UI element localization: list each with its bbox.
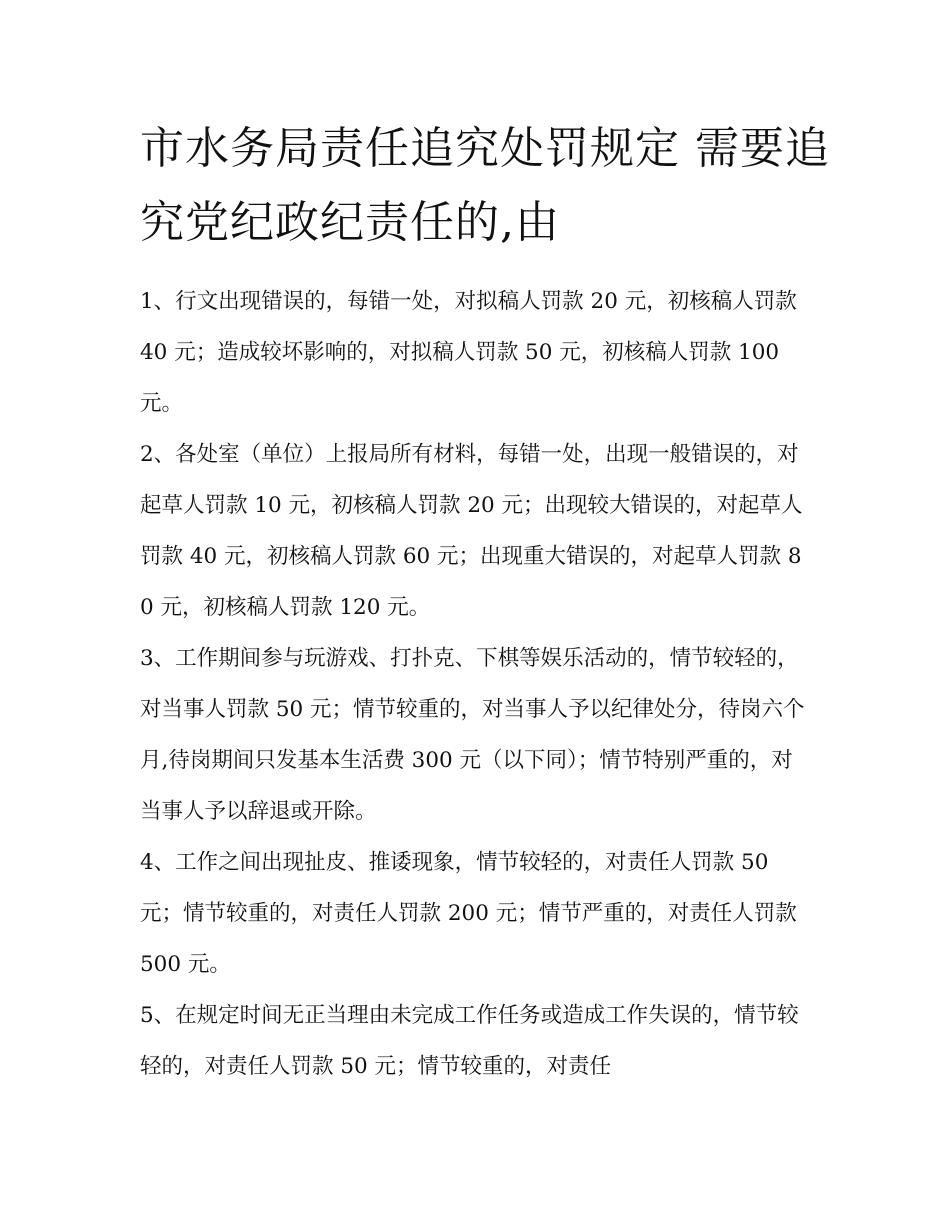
document-body [140,276,812,1092]
paragraph-1: 1、行文出现错误的，每错一处，对拟稿人罚款 20 元，初核稿人罚款 40 元；造成较坏影响的，对拟稿人罚款 50 元，初核稿人罚款 100 元。 [140,289,797,416]
paragraph-3: 3、工作期间参与玩游戏、打扑克、下棋等娱乐活动的，情节较轻的，对当事人罚款 50 元；情节较重的，对当事人予以纪律处分，待岗六个月,待岗期间只发基本生活费 300 元（以下同）；情节特别严重的，对当事人予以辞退或开除。 [140,646,805,824]
document-title: 市水务局责任追究处罚规定 需要追究党纪政纪责任的,由 [140,123,830,248]
paragraph-5: 5、在规定时间无正当理由未完成工作任务或造成工作失误的，情节较轻的，对责任人罚款 50 元；情节较重的，对责任 [140,1003,799,1079]
paragraph-4: 4、工作之间出现扯皮、推诿现象，情节较轻的，对责任人罚款 50 元；情节较重的，对责任人罚款 200 元；情节严重的，对责任人罚款 500 元。 [140,850,797,977]
paragraph-2: 2、各处室（单位）上报局所有材料，每错一处，出现一般错误的，对起草人罚款 10 元，初核稿人罚款 20 元；出现较大错误的，对起草人罚款 40 元，初核稿人罚款 60 元；出现重大错误的，对起草人罚款 80 元，初核稿人罚款 120 元。 [140,442,803,620]
